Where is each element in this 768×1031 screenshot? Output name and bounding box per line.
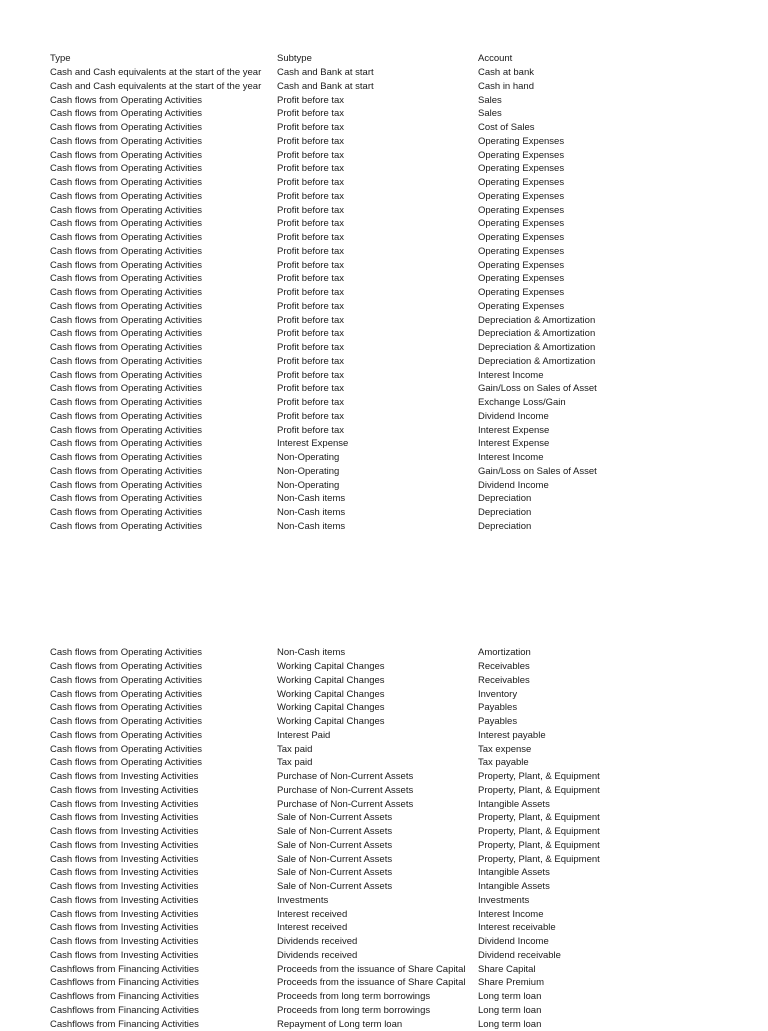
type-cell[interactable]: Cash flows from Operating Activities [50, 438, 203, 450]
table-row [50, 715, 670, 729]
subtype-cell[interactable]: Interest received [277, 922, 348, 934]
type-cell[interactable]: Cash flows from Operating Activities [50, 300, 203, 312]
table-row [50, 894, 670, 908]
account-cell[interactable]: Payables [478, 716, 518, 728]
table-row [50, 687, 670, 701]
subtype-cell[interactable]: Cash and Bank at start [277, 80, 374, 92]
subtype-cell[interactable]: Sale of Non-Current Assets [277, 812, 393, 824]
subtype-cell[interactable]: Profit before tax [277, 369, 345, 381]
account-cell[interactable]: Dividend Income [478, 410, 549, 422]
subtype-cell[interactable]: Interest Expense [277, 438, 349, 450]
subtype-cell[interactable]: Sale of Non-Current Assets [277, 853, 393, 865]
subtype-cell[interactable]: Non-Cash items [277, 647, 346, 659]
account-cell[interactable]: Depreciation [478, 507, 532, 519]
type-cell[interactable]: Cashflows from Financing Activities [50, 991, 199, 1003]
subtype-cell[interactable]: Interest Paid [277, 729, 331, 741]
table-row [50, 756, 670, 770]
type-cell[interactable]: Cash flows from Operating Activities [50, 479, 203, 491]
table-row [50, 825, 670, 839]
account-cell[interactable]: Exchange Loss/Gain [478, 397, 566, 409]
account-cell[interactable]: Interest Expense [478, 424, 550, 436]
table-row [50, 949, 670, 963]
table-row [50, 355, 670, 369]
type-cell[interactable]: Cash flows from Operating Activities [50, 757, 203, 769]
type-cell[interactable]: Cash flows from Operating Activities [50, 149, 203, 161]
subtype-cell[interactable]: Non-Operating [277, 479, 340, 491]
type-cell[interactable]: Cash flows from Operating Activities [50, 190, 203, 202]
table-row [50, 729, 670, 743]
table-row [50, 1004, 670, 1018]
type-cell[interactable]: Cash flows from Operating Activities [50, 397, 203, 409]
subtype-cell[interactable]: Proceeds from the issuance of Share Capital [277, 963, 466, 975]
type-cell[interactable]: Cash flows from Operating Activities [50, 702, 203, 714]
table-row [50, 1017, 670, 1031]
type-cell[interactable]: Cash flows from Operating Activities [50, 507, 203, 519]
table-row [50, 451, 670, 465]
table-row [50, 660, 670, 674]
account-cell[interactable]: Cost of Sales [478, 122, 535, 134]
type-cell[interactable]: Cash flows from Operating Activities [50, 218, 203, 230]
type-cell[interactable]: Cash flows from Operating Activities [50, 743, 203, 755]
subtype-cell[interactable]: Profit before tax [277, 259, 345, 271]
account-cell[interactable]: Inventory [478, 688, 518, 700]
type-cell[interactable]: Cash flows from Operating Activities [50, 424, 203, 436]
table-row [50, 976, 670, 990]
account-cell[interactable]: Interest Income [478, 908, 544, 920]
account-cell[interactable]: Depreciation & Amortization [478, 328, 596, 340]
subtype-cell[interactable]: Working Capital Changes [277, 661, 385, 673]
table-row [50, 80, 670, 94]
subtype-cell[interactable]: Profit before tax [277, 287, 345, 299]
type-cell[interactable]: Cash flows from Investing Activities [50, 853, 199, 865]
type-cell[interactable]: Cash flows from Investing Activities [50, 784, 199, 796]
table-row [50, 135, 670, 149]
account-cell[interactable]: Depreciation [478, 493, 532, 505]
account-cell[interactable]: Cash at bank [478, 67, 534, 79]
table-row [50, 272, 670, 286]
subtype-cell[interactable]: Profit before tax [277, 355, 345, 367]
account-cell[interactable]: Sales [478, 108, 502, 120]
account-cell[interactable]: Payables [478, 702, 518, 714]
type-cell[interactable]: Cashflows from Financing Activities [50, 977, 199, 989]
table-row [50, 478, 670, 492]
subtype-cell[interactable]: Working Capital Changes [277, 716, 385, 728]
account-cell[interactable]: Operating Expenses [478, 232, 565, 244]
type-cell[interactable]: Cash flows from Investing Activities [50, 922, 199, 934]
type-cell[interactable]: Cash and Cash equivalents at the start of the year [50, 67, 262, 79]
subtype-cell[interactable]: Cash and Bank at start [277, 67, 374, 79]
type-cell[interactable]: Cash flows from Investing Activities [50, 798, 199, 810]
subtype-cell[interactable]: Non-Cash items [277, 520, 346, 532]
account-cell[interactable]: Operating Expenses [478, 177, 565, 189]
table-row [50, 245, 670, 259]
table-row [50, 231, 670, 245]
type-cell[interactable]: Cash flows from Operating Activities [50, 177, 203, 189]
type-cell[interactable]: Cash flows from Operating Activities [50, 688, 203, 700]
account-cell[interactable]: Tax payable [478, 757, 529, 769]
table-row [50, 190, 670, 204]
type-cell[interactable]: Cash flows from Operating Activities [50, 674, 203, 686]
account-cell[interactable]: Property, Plant, & Equipment [478, 826, 600, 838]
type-cell[interactable]: Cash flows from Operating Activities [50, 369, 203, 381]
table-row [50, 880, 670, 894]
account-cell[interactable]: Interest payable [478, 729, 546, 741]
subtype-cell[interactable]: Proceeds from long term borrowings [277, 1004, 431, 1016]
account-cell[interactable]: Operating Expenses [478, 300, 565, 312]
type-cell[interactable]: Cash flows from Investing Activities [50, 771, 199, 783]
subtype-cell[interactable]: Profit before tax [277, 149, 345, 161]
type-cell[interactable]: Cash flows from Investing Activities [50, 949, 199, 961]
table-row [50, 907, 670, 921]
type-cell[interactable]: Cash flows from Operating Activities [50, 259, 203, 271]
account-cell[interactable]: Depreciation & Amortization [478, 355, 596, 367]
type-cell[interactable]: Cash flows from Operating Activities [50, 342, 203, 354]
table-row [50, 520, 670, 534]
table-row [50, 286, 670, 300]
account-cell[interactable]: Interest Expense [478, 438, 550, 450]
header-subtype[interactable]: Subtype [277, 53, 312, 65]
type-cell[interactable]: Cash flows from Operating Activities [50, 647, 203, 659]
account-cell[interactable]: Interest Income [478, 369, 544, 381]
type-cell[interactable]: Cash flows from Operating Activities [50, 245, 203, 257]
account-cell[interactable]: Operating Expenses [478, 245, 565, 257]
subtype-cell[interactable]: Purchase of Non-Current Assets [277, 771, 414, 783]
subtype-cell[interactable]: Profit before tax [277, 232, 345, 244]
account-cell[interactable]: Tax expense [478, 743, 532, 755]
type-cell[interactable]: Cash flows from Investing Activities [50, 812, 199, 824]
table-row [50, 962, 670, 976]
subtype-cell[interactable]: Sale of Non-Current Assets [277, 881, 393, 893]
account-cell[interactable]: Long term loan [478, 991, 542, 1003]
table-row [50, 742, 670, 756]
table-row [50, 423, 670, 437]
account-cell[interactable]: Investments [478, 894, 530, 906]
subtype-cell[interactable]: Dividends received [277, 936, 358, 948]
account-cell[interactable]: Property, Plant, & Equipment [478, 839, 600, 851]
table-row [50, 646, 670, 660]
account-cell[interactable]: Gain/Loss on Sales of Asset [478, 383, 597, 395]
subtype-cell[interactable]: Profit before tax [277, 163, 345, 175]
table-row [50, 852, 670, 866]
account-cell[interactable]: Depreciation [478, 520, 532, 532]
table-row [50, 437, 670, 451]
account-cell[interactable]: Property, Plant, & Equipment [478, 784, 600, 796]
table-row [50, 382, 670, 396]
account-cell[interactable]: Cash in hand [478, 80, 534, 92]
account-cell[interactable]: Operating Expenses [478, 163, 565, 175]
subtype-cell[interactable]: Non-Cash items [277, 493, 346, 505]
subtype-cell[interactable]: Working Capital Changes [277, 674, 385, 686]
type-cell[interactable]: Cash flows from Operating Activities [50, 204, 203, 216]
account-cell[interactable]: Property, Plant, & Equipment [478, 771, 600, 783]
table-row [50, 162, 670, 176]
subtype-cell[interactable]: Profit before tax [277, 424, 345, 436]
subtype-cell[interactable]: Profit before tax [277, 135, 345, 147]
table-row [50, 368, 670, 382]
account-cell[interactable]: Long term loan [478, 1018, 542, 1030]
account-cell[interactable]: Depreciation & Amortization [478, 314, 596, 326]
subtype-cell[interactable]: Profit before tax [277, 190, 345, 202]
table-row [50, 107, 670, 121]
type-cell[interactable]: Cash flows from Operating Activities [50, 465, 203, 477]
type-cell[interactable]: Cash flows from Investing Activities [50, 894, 199, 906]
subtype-cell[interactable]: Non-Operating [277, 452, 340, 464]
account-cell[interactable]: Dividend Income [478, 479, 549, 491]
subtype-cell[interactable]: Non-Cash items [277, 507, 346, 519]
account-cell[interactable]: Interest receivable [478, 922, 556, 934]
type-cell[interactable]: Cash flows from Operating Activities [50, 661, 203, 673]
header-row [50, 52, 670, 66]
subtype-cell[interactable]: Profit before tax [277, 108, 345, 120]
type-cell[interactable]: Cash and Cash equivalents at the start of the year [50, 80, 262, 92]
table-row [50, 674, 670, 688]
subtype-cell[interactable]: Tax paid [277, 743, 313, 755]
table-row [50, 341, 670, 355]
subtype-cell[interactable]: Profit before tax [277, 204, 345, 216]
subtype-cell[interactable]: Profit before tax [277, 397, 345, 409]
type-cell[interactable]: Cash flows from Investing Activities [50, 881, 199, 893]
subtype-cell[interactable]: Repayment of Long term loan [277, 1018, 403, 1030]
type-cell[interactable]: Cash flows from Operating Activities [50, 328, 203, 340]
subtype-cell[interactable]: Working Capital Changes [277, 688, 385, 700]
subtype-cell[interactable]: Profit before tax [277, 94, 345, 106]
table-row [50, 465, 670, 479]
subtype-cell[interactable]: Tax paid [277, 757, 313, 769]
sheet-block-top [50, 52, 670, 533]
account-cell[interactable]: Interest Income [478, 452, 544, 464]
subtype-cell[interactable]: Purchase of Non-Current Assets [277, 784, 414, 796]
account-cell[interactable]: Receivables [478, 674, 530, 686]
table-row [50, 990, 670, 1004]
table-row [50, 93, 670, 107]
table-row [50, 176, 670, 190]
account-cell[interactable]: Property, Plant, & Equipment [478, 812, 600, 824]
table-row [50, 492, 670, 506]
subtype-cell[interactable]: Interest received [277, 908, 348, 920]
account-cell[interactable]: Sales [478, 94, 502, 106]
table-row [50, 66, 670, 80]
table-row [50, 784, 670, 798]
account-cell[interactable]: Operating Expenses [478, 149, 565, 161]
table-row [50, 410, 670, 424]
type-cell[interactable]: Cash flows from Operating Activities [50, 135, 203, 147]
subtype-cell[interactable]: Proceeds from long term borrowings [277, 991, 431, 1003]
account-cell[interactable]: Intangible Assets [478, 798, 550, 810]
account-cell[interactable]: Gain/Loss on Sales of Asset [478, 465, 597, 477]
type-cell[interactable]: Cash flows from Operating Activities [50, 94, 203, 106]
account-cell[interactable]: Operating Expenses [478, 273, 565, 285]
table-row [50, 701, 670, 715]
type-cell[interactable]: Cash flows from Operating Activities [50, 314, 203, 326]
subtype-cell[interactable]: Profit before tax [277, 273, 345, 285]
account-cell[interactable]: Share Capital [478, 963, 536, 975]
type-cell[interactable]: Cash flows from Operating Activities [50, 163, 203, 175]
account-cell[interactable]: Intangible Assets [478, 867, 550, 879]
account-cell[interactable]: Share Premium [478, 977, 544, 989]
subtype-cell[interactable]: Profit before tax [277, 122, 345, 134]
table-row [50, 506, 670, 520]
account-cell[interactable]: Operating Expenses [478, 259, 565, 271]
table-row [50, 217, 670, 231]
type-cell[interactable]: Cash flows from Investing Activities [50, 936, 199, 948]
account-cell[interactable]: Operating Expenses [478, 218, 565, 230]
subtype-cell[interactable]: Profit before tax [277, 314, 345, 326]
type-cell[interactable]: Cash flows from Investing Activities [50, 826, 199, 838]
type-cell[interactable]: Cash flows from Operating Activities [50, 493, 203, 505]
subtype-cell[interactable]: Sale of Non-Current Assets [277, 867, 393, 879]
header-account[interactable]: Account [478, 53, 513, 65]
account-cell[interactable]: Property, Plant, & Equipment [478, 853, 600, 865]
table-row [50, 258, 670, 272]
account-cell[interactable]: Amortization [478, 647, 531, 659]
type-cell[interactable]: Cash flows from Investing Activities [50, 908, 199, 920]
account-cell[interactable]: Dividend receivable [478, 949, 561, 961]
table-row [50, 811, 670, 825]
type-cell[interactable]: Cash flows from Investing Activities [50, 839, 199, 851]
subtype-cell[interactable]: Working Capital Changes [277, 702, 385, 714]
type-cell[interactable]: Cash flows from Operating Activities [50, 122, 203, 134]
type-cell[interactable]: Cash flows from Operating Activities [50, 452, 203, 464]
subtype-cell[interactable]: Profit before tax [277, 300, 345, 312]
table-row [50, 935, 670, 949]
subtype-cell[interactable]: Proceeds from the issuance of Share Capital [277, 977, 466, 989]
type-cell[interactable]: Cash flows from Operating Activities [50, 383, 203, 395]
account-cell[interactable]: Operating Expenses [478, 190, 565, 202]
subtype-cell[interactable]: Profit before tax [277, 410, 345, 422]
subtype-cell[interactable]: Dividends received [277, 949, 358, 961]
table-row [50, 770, 670, 784]
table-row [50, 313, 670, 327]
table-row [50, 148, 670, 162]
table-row [50, 797, 670, 811]
table-row [50, 921, 670, 935]
account-cell[interactable]: Intangible Assets [478, 881, 550, 893]
type-cell[interactable]: Cashflows from Financing Activities [50, 963, 199, 975]
type-cell[interactable]: Cash flows from Operating Activities [50, 273, 203, 285]
account-cell[interactable]: Receivables [478, 661, 530, 673]
type-cell[interactable]: Cash flows from Operating Activities [50, 287, 203, 299]
table-row [50, 203, 670, 217]
subtype-cell[interactable]: Profit before tax [277, 328, 345, 340]
subtype-cell[interactable]: Sale of Non-Current Assets [277, 826, 393, 838]
account-cell[interactable]: Operating Expenses [478, 204, 565, 216]
subtype-cell[interactable]: Purchase of Non-Current Assets [277, 798, 414, 810]
type-cell[interactable]: Cash flows from Operating Activities [50, 108, 203, 120]
account-cell[interactable]: Long term loan [478, 1004, 542, 1016]
table-row [50, 839, 670, 853]
table-row [50, 327, 670, 341]
sheet-block-bottom [50, 646, 670, 1031]
type-cell[interactable]: Cash flows from Investing Activities [50, 867, 199, 879]
subtype-cell[interactable]: Profit before tax [277, 177, 345, 189]
account-cell[interactable]: Operating Expenses [478, 287, 565, 299]
type-cell[interactable]: Cash flows from Operating Activities [50, 355, 203, 367]
table-row [50, 396, 670, 410]
subtype-cell[interactable]: Non-Operating [277, 465, 340, 477]
subtype-cell[interactable]: Profit before tax [277, 383, 345, 395]
subtype-cell[interactable]: Profit before tax [277, 245, 345, 257]
account-cell[interactable]: Dividend Income [478, 936, 549, 948]
type-cell[interactable]: Cash flows from Operating Activities [50, 729, 203, 741]
subtype-cell[interactable]: Sale of Non-Current Assets [277, 839, 393, 851]
subtype-cell[interactable]: Investments [277, 894, 329, 906]
header-type[interactable]: Type [50, 53, 71, 65]
type-cell[interactable]: Cash flows from Operating Activities [50, 520, 203, 532]
account-cell[interactable]: Operating Expenses [478, 135, 565, 147]
type-cell[interactable]: Cash flows from Operating Activities [50, 716, 203, 728]
subtype-cell[interactable]: Profit before tax [277, 342, 345, 354]
table-row [50, 300, 670, 314]
account-cell[interactable]: Depreciation & Amortization [478, 342, 596, 354]
type-cell[interactable]: Cashflows from Financing Activities [50, 1004, 199, 1016]
type-cell[interactable]: Cashflows from Financing Activities [50, 1018, 199, 1030]
subtype-cell[interactable]: Profit before tax [277, 218, 345, 230]
table-row [50, 866, 670, 880]
type-cell[interactable]: Cash flows from Operating Activities [50, 410, 203, 422]
type-cell[interactable]: Cash flows from Operating Activities [50, 232, 203, 244]
table-row [50, 121, 670, 135]
